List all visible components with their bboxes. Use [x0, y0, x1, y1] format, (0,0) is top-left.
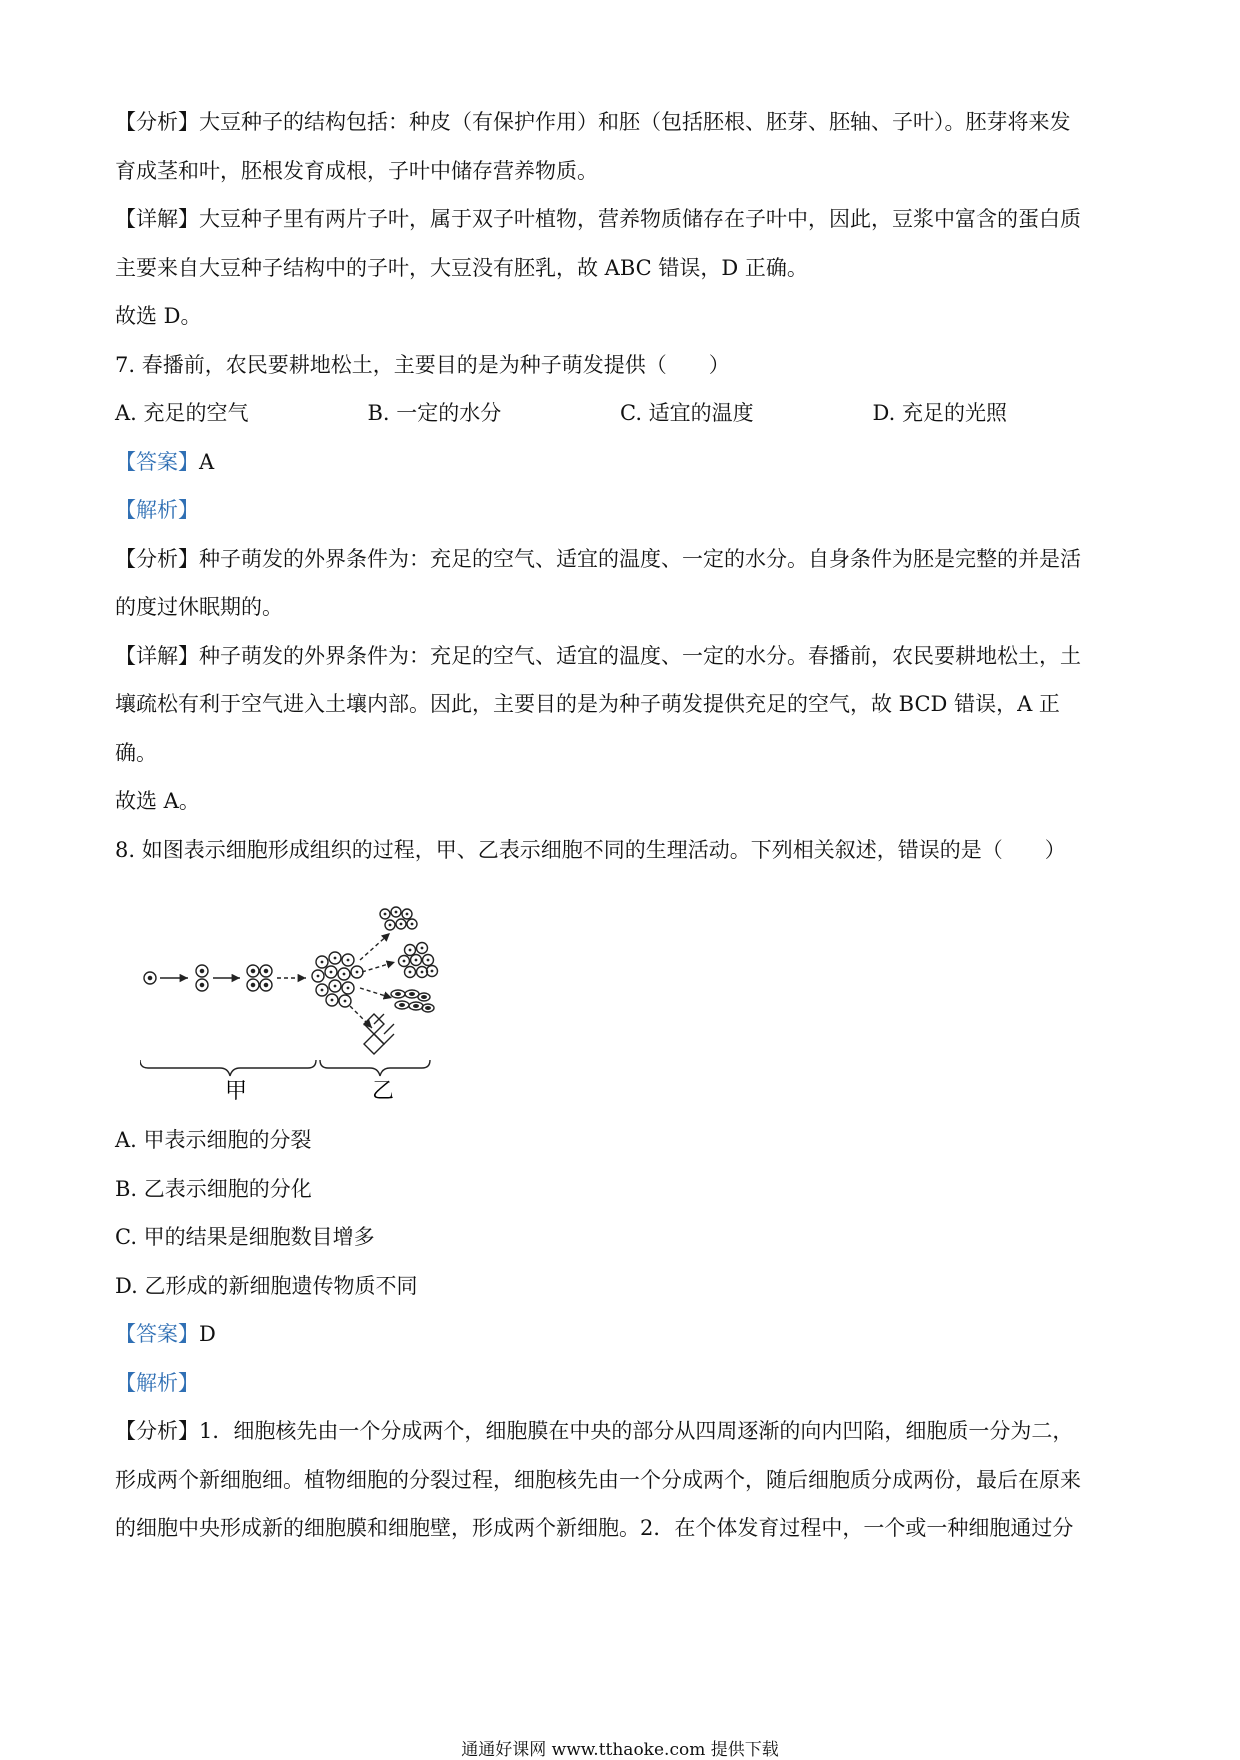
- q7-option-c: C. 适宜的温度: [620, 401, 754, 425]
- q7-choose: 故选 A。: [115, 789, 200, 813]
- q6-detail: 【详解】大豆种子里有两片子叶，属于双子叶植物，营养物质储存在子叶中，因此，豆浆中富含的蛋白质: [115, 207, 1081, 231]
- document-body: [115, 98, 1125, 1553]
- q7-explain-label: 【解析】: [115, 498, 199, 522]
- q6-analysis: 【分析】大豆种子的结构包括：种皮（有保护作用）和胚（包括胚根、胚芽、胚轴、子叶）。胚芽将来发: [115, 110, 1071, 134]
- q8-option-c: C. 甲的结果是细胞数目增多: [115, 1225, 375, 1249]
- q8-analysis-cont: 形成两个新细胞细。植物细胞的分裂过程，细胞核先由一个分成两个，随后细胞质分成两份，最后在原来: [115, 1467, 1081, 1492]
- q7-detail-cont: 壤疏松有利于空气进入土壤内部。因此，主要目的是为种子萌发提供充足的空气，故 BCD 错误，A 正: [115, 692, 1060, 716]
- q8-explain-label: 【解析】: [115, 1370, 199, 1395]
- q6-choose: 故选 D。: [115, 304, 202, 328]
- q6-detail-cont: 主要来自大豆种子结构中的子叶，大豆没有胚乳，故 ABC 错误，D 正确。: [115, 255, 808, 280]
- q6-analysis-cont: 育成茎和叶，胚根发育成根，子叶中储存营养物质。: [115, 158, 598, 183]
- q8-analysis: 【分析】1．细胞核先由一个分成两个，细胞膜在中央的部分从四周逐渐的向内凹陷，细胞质一分为二，: [115, 1419, 1074, 1443]
- q7-stem: 7. 春播前，农民要耕地松土，主要目的是为种子萌发提供（ ）: [115, 352, 730, 377]
- q7-option-a: A. 充足的空气: [115, 401, 249, 425]
- footer-text: 通通好课网 www.tthaoke.com 提供下载: [461, 1740, 779, 1760]
- label-yi: 乙: [372, 1079, 395, 1104]
- q8-option-a: A. 甲表示细胞的分裂: [115, 1128, 312, 1152]
- answer-value: D: [199, 1322, 216, 1346]
- q7-analysis-cont: 的度过休眠期的。: [115, 595, 283, 619]
- q7-detail-cont-2: 确。: [115, 740, 157, 765]
- q7-answer: [115, 438, 1125, 487]
- q7-option-d: D. 充足的光照: [872, 401, 1007, 425]
- label-jia: 甲: [225, 1079, 248, 1104]
- q8-option-b: B. 乙表示细胞的分化: [115, 1176, 312, 1201]
- q7-option-b: B. 一定的水分: [367, 401, 502, 425]
- q8-answer: [115, 1310, 1125, 1359]
- answer-label: 【答案】: [115, 449, 199, 474]
- cell-process-figure: [140, 898, 500, 1138]
- q7-options: [115, 389, 1125, 438]
- answer-value: A: [199, 449, 215, 474]
- q7-detail: 【详解】种子萌发的外界条件为：充足的空气、适宜的温度、一定的水分。春播前，农民要耕地松土，土: [115, 643, 1081, 668]
- q8-stem: 8. 如图表示细胞形成组织的过程，甲、乙表示细胞不同的生理活动。下列相关叙述，错误的是（ ）: [115, 837, 1066, 862]
- q8-option-d: D. 乙形成的新细胞遗传物质不同: [115, 1273, 418, 1298]
- answer-label: 【答案】: [115, 1322, 199, 1346]
- cell-diagram: [140, 898, 500, 1138]
- q8-analysis-cont-2: 的细胞中央形成新的细胞膜和细胞壁，形成两个新细胞。2．在个体发育过程中，一个或一种细胞通过分: [115, 1516, 1074, 1540]
- q7-analysis: 【分析】种子萌发的外界条件为：充足的空气、适宜的温度、一定的水分。自身条件为胚是完整的并是活: [115, 546, 1081, 571]
